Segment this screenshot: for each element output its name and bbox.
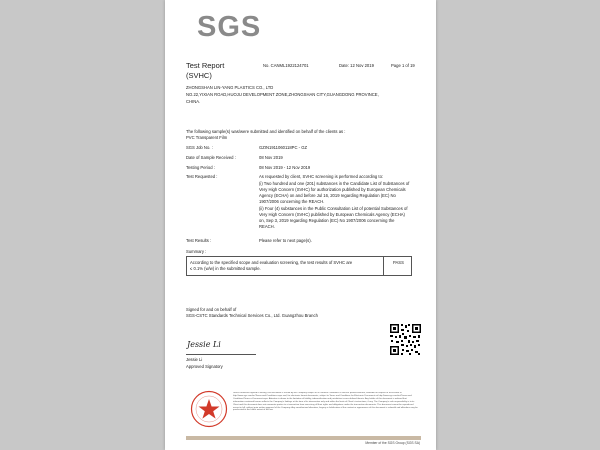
requested-line: 1907/2006 concerning the REACH. (259, 199, 325, 204)
field-value-job: GZIN1911060118PC - GZ (259, 145, 308, 150)
sgs-logo: SGS (197, 11, 262, 43)
signed-line2: SGS-CSTC Standards Technical Services Co., Ltd. Guangzhou Branch (186, 313, 318, 318)
report-subtitle: (SVHC) (186, 71, 212, 80)
summary-divider (383, 257, 384, 275)
client-address-line1: NO.22,YIXIAN ROAD,HUOJU DEVELOPMENT ZONE,ZHONGSHAN CITY,GUANGDONG PROVINCE, (186, 92, 379, 97)
field-label-job: SGS Job No. : (186, 145, 213, 150)
signatory-title: Approved Signatory (186, 364, 223, 369)
summary-text-line1: According to the specified scope and evaluation screening, the test results of SVHC are (190, 260, 353, 265)
field-label-requested: Test Requested : (186, 174, 218, 179)
client-name: ZHONGSHAN LIN-YANG PLASTICS CO., LTD (186, 85, 274, 90)
signature-line (186, 354, 256, 355)
requested-line: REACH. (259, 224, 275, 229)
report-date: Date: 12 Nov 2019 (339, 63, 374, 68)
summary-result: PASS (393, 260, 404, 265)
signed-line1: Signed for and on behalf of (186, 307, 237, 312)
requested-line: Agency (ECHA) on and before Jul 16, 2019 regarding Regulation (EC) No (259, 193, 396, 198)
results-value: Please refer to next page(s). (259, 238, 312, 243)
field-label-period: Testing Period : (186, 165, 215, 170)
signature-image (186, 338, 228, 350)
requested-line: (i) Two hundred and one (201) substances in the Candidate List of Substances of (259, 181, 410, 186)
requested-line: Very High Concern (SVHC) for authorization published by European Chemicals (259, 187, 406, 192)
results-label: Test Results : (186, 238, 212, 243)
requested-line: (ii) Four (4) substances in the Public Consultation List of potential Substances of (259, 206, 408, 211)
field-value-received: 08 Nov 2019 (259, 155, 283, 160)
field-value-requested: As requested by client, SVHC screening is performed according to: (259, 174, 384, 179)
report-number: No. CANML1922124701 (263, 63, 309, 68)
intro-text: The following sample(s) was/were submitted and identified on behalf of the clients as : (186, 129, 346, 134)
summary-label: Summary : (186, 249, 207, 254)
client-address-line2: CHINA. (186, 99, 201, 104)
member-text: Member of the SGS Group (SGS SA) (365, 441, 420, 445)
svg-text:Jessie Li: Jessie Li (187, 340, 221, 349)
qr-code-icon (389, 323, 422, 356)
requested-line: on, Sep 3, 2019 regarding Regulation (EC) No 1907/2006 concerning the (259, 218, 395, 223)
page-number: Page 1 of 19 (391, 63, 415, 68)
requested-line: Very High Concern (SVHC) published by European Chemicals Agency (ECHA) (259, 212, 405, 217)
terms-fineprint: Unless otherwise agreed in writing, this document is issued by the Company subject to its General Conditions of Service printed overleaf, available on request or accessible at http://www.sgs.com/en/Terms-and-Conditions.aspx and, for electronic format documents, subject to Terms and Conditions for Electronic Documents at http://www.sgs.com/en/Terms-and-Conditions/Terms-e-Document.aspx. Attention is drawn to the limitation of liability, indemnification and jurisdiction issues defined therein. Any holder of this document is advised that information contained hereon reflects the Company's findings at the time of its intervention only and within the limits of Client's instructions, if any. The Company's sole responsibility is to its Client and this document does not exonerate parties to a transaction from exercising all their rights and obligations under the transaction documents. This document cannot be reproduced except in full, without prior written approval of the Company. Any unauthorized alteration, forgery or falsification of the content or appearance of this document is unlawful and offenders may be prosecuted to the fullest extent of the law. (233, 392, 418, 412)
report-title: Test Report (186, 61, 225, 70)
summary-text-line2: ≤ 0.1% (w/w) in the submitted sample. (190, 266, 261, 271)
sample-name: PVC Transparent Film (186, 135, 228, 140)
summary-table (186, 256, 412, 276)
footer-bar (186, 436, 421, 440)
signatory-name: Jessie Li (186, 357, 203, 362)
field-label-received: Date of Sample Received : (186, 155, 236, 160)
official-seal-icon (190, 390, 228, 428)
field-value-period: 08 Nov 2019 - 12 Nov 2019 (259, 165, 311, 170)
report-page (165, 0, 436, 450)
